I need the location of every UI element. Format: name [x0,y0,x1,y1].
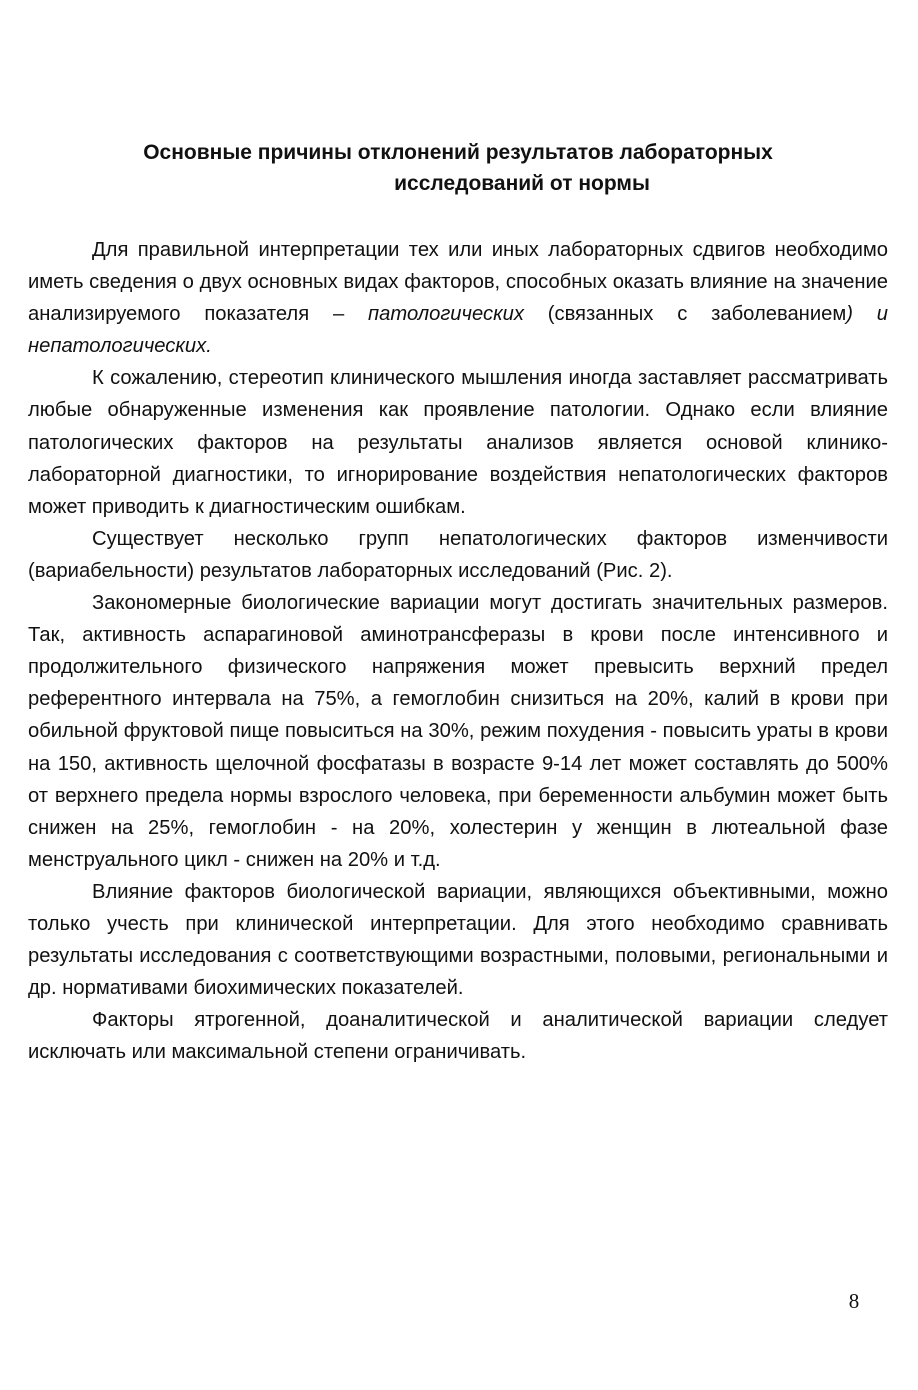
paragraph-variability-groups: Существует несколько групп непатологических факторов изменчивости (вариабельности) результатов лабораторных исследований (Рис. 2). [28,527,888,582]
paragraph-1-text-b: (связанных с заболеванием [523,303,847,326]
paragraph-biological-factors: Влияние факторов биологической вариации, являющихся объективными, можно только учесть при клинической интерпретации. Для этого необходимо сравнивать результаты исследования с соответствующими возрастными, половыми, региональными и др. нормативами биохимических показателей. [28,880,888,1000]
paragraph-factors-overview [28,234,888,362]
document-body [28,234,888,1068]
page-title-line-1: Основные причины отклонений результатов лабораторных [143,141,773,164]
paragraph-clinical-thinking: К сожалению, стереотип клинического мышления иногда заставляет рассматривать любые обнаруженные изменения как проявление патологии. Однако если влияние патологических факторов на результаты анализов является основой клинико-лабораторной диагностики, то игнорирование воздействия непатологических факторов может приводить к диагностическим ошибкам. [28,367,888,518]
paragraph-biological-variations: Закономерные биологические вариации могут достигать значительных размеров. Так, активность аспарагиновой аминотрансферазы в крови после интенсивного и продолжительного физического напряжения может превысить верхний предел референтного интервала на 75%, а гемоглобин снизиться на 20%, калий в крови при обильной фруктовой пище повыситься на 30%, режим похудения - повысить ураты в крови на 150, активность щелочной фосфатазы в возрасте 9-14 лет может составлять до 500% от верхнего предела нормы взрослого человека, при беременности альбумин может быть снижен на 25%, гемоглобин - на 20%, холестерин у женщин в лютеальной фазе менструального цикл - снижен на 20% и т.д. [28,592,888,871]
page-number: 8 [848,1289,860,1313]
paragraph-1-text-a: Для правильной интерпретации тех или иных лабораторных сдвигов необходимо иметь сведения о двух основных видах факторов, способных оказать влияние на значение анализируемого показателя – [28,239,888,326]
page-title-line-2: исследований от нормы [394,172,650,195]
paragraph-1-italic-a: патологических [368,303,524,326]
page-title [28,137,888,199]
paragraph-iatrogenic-factors: Факторы ятрогенной, доаналитической и аналитической вариации следует исключать или максимальной степени ограничивать. [28,1009,888,1064]
paragraph-1-italic-b: ) и непатологических. [28,303,888,358]
